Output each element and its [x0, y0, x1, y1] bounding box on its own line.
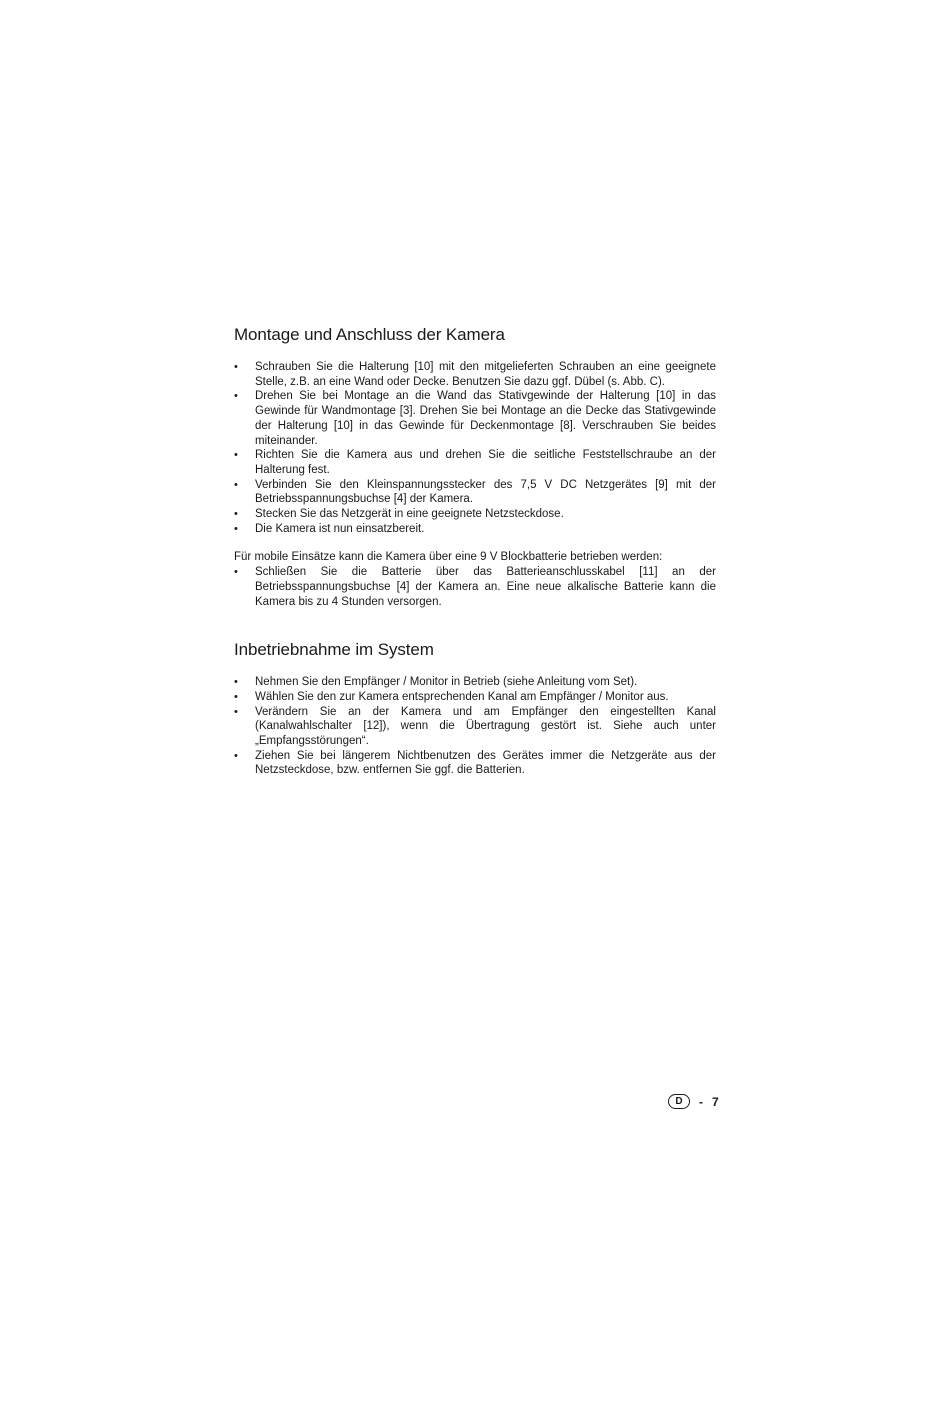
list-item: • Die Kamera ist nun einsatzbereit. — [234, 522, 425, 535]
page-number: 7 — [712, 1094, 719, 1109]
section-title-montage: Montage und Anschluss der Kamera — [234, 325, 505, 344]
list-item: • Wählen Sie den zur Kamera entsprechenden Kanal am Empfänger / Monitor aus. — [234, 690, 669, 703]
bullet-icon: • — [234, 566, 238, 579]
bullet-icon: • — [234, 522, 238, 535]
mobile-intro-text: Für mobile Einsätze kann die Kamera über eine 9 V Blockbatterie betrieben werden: — [234, 551, 663, 564]
list-item: • Stecken Sie das Netzgerät in eine geeignete Netzsteckdose. — [234, 508, 564, 521]
list-item: • Schrauben Sie die Halterung [10] mit den mitgelieferten Schrauben an eine geeignete Stelle, z.B. an eine Wand oder Decke. Benutzen Sie dazu ggf. Dübel (s. Abb. C). — [234, 361, 716, 388]
list-item: • Drehen Sie bei Montage an die Wand das Stativgewinde der Halterung [10] in das Gewinde für Wandmontage [3]. Drehen Sie bei Montage an die Decke das Stativgewinde der Halterung [10] in das Gewinde für Deckenmontage [8]. Verschrauben Sie beides miteinander. — [234, 390, 716, 447]
page-footer — [668, 1094, 719, 1109]
list-item: • Verändern Sie an der Kamera und am Empfänger den eingestellten Kanal (Kanalwahlschalter [12]), wenn die Übertragung gestört ist. Siehe auch unter „Empfangsstörungen“. — [234, 705, 716, 748]
page-separator: - — [699, 1094, 703, 1109]
bullet-icon: • — [234, 390, 238, 403]
section-title-inbetriebnahme: Inbetriebnahme im System — [234, 640, 434, 660]
list-item: • Nehmen Sie den Empfänger / Monitor in Betrieb (siehe Anleitung vom Set). — [234, 676, 638, 689]
bullet-icon: • — [234, 478, 238, 491]
list-item: • Verbinden Sie den Kleinspannungsstecker des 7,5 V DC Netzgerätes [9] mit der Betriebsspannungsbuchse [4] der Kamera. — [234, 478, 716, 506]
language-badge: D — [668, 1094, 690, 1109]
bullet-icon: • — [234, 508, 238, 521]
list-item: • Ziehen Sie bei längerem Nichtbenutzen des Gerätes immer die Netzgeräte aus der Netzsteckdose, bzw. entfernen Sie ggf. die Batterien. — [234, 749, 716, 777]
bullet-icon: • — [234, 705, 238, 718]
inbetriebnahme-list — [234, 675, 716, 778]
bullet-icon: • — [234, 361, 238, 373]
bullet-icon: • — [234, 676, 238, 689]
bullet-icon: • — [234, 449, 238, 462]
bullet-icon: • — [234, 690, 238, 703]
mobile-list — [234, 565, 716, 609]
page-content — [234, 324, 716, 778]
list-item: • Richten Sie die Kamera aus und drehen Sie die seitliche Feststellschraube an der Halterung fest. — [234, 449, 716, 476]
montage-list — [234, 360, 716, 536]
bullet-icon: • — [234, 749, 238, 762]
list-item: • Schließen Sie die Batterie über das Batterieanschlusskabel [11] an der Betriebsspannungsbuchse [4] der Kamera an. Eine neue alkalische Batterie kann die Kamera bis zu 4 Stunden versorgen. — [234, 566, 716, 608]
